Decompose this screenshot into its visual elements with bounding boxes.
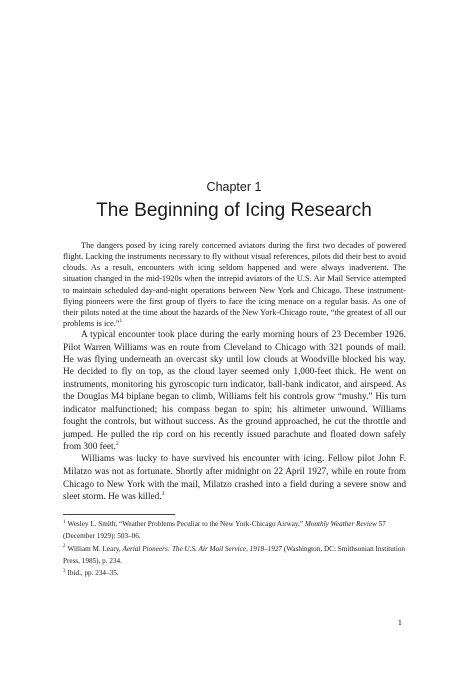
footnote-number: 2: [63, 544, 66, 550]
footnote-ref: 3: [161, 491, 165, 498]
footnote: [63, 567, 406, 579]
paragraph-text: The dangers posed by icing rarely concerned aviators during the first two decades of powered flight. Lacking the instruments necessary to fly without visual references, pilots did their best to avoid clouds. As a result, encounters with icing seldom happened and were always inadvertent. The situation changed in the mid-1920s when the intrepid aviators of the U.S. Air Mail Service attempted to maintain scheduled day-and-night operations between New York and Chicago. These instrument-flying pioneers were the first group of flyers to face the icing menace on a regular basis. As one of their pilots noted at the time about the hazards of the New York-Chicago route, “the greatest of all our problems is ice.”: [63, 241, 406, 329]
paragraph: [63, 329, 406, 453]
footnote-title: Monthly Weather Review: [304, 520, 377, 528]
footnote-text: Ibid., pp. 234–35.: [67, 569, 119, 578]
footnote-text: Wesley L. Smith, “Weather Problems Peculiar to the New York-Chicago Airway,”: [67, 520, 304, 528]
footnote-title: Aerial Pioneers: The U.S. Air Mail Service, 1918–1927: [122, 544, 283, 553]
footnote-text: William M. Leary,: [67, 544, 121, 553]
chapter-label: Chapter 1: [206, 180, 262, 194]
paragraph-text: A typical encounter took place during the early morning hours of 23 December 1926. Pilot Warren Williams was en route from Cleveland to Chicago with 321 pounds of mail. He was flying underneath an overcast sky until low clouds at Woodville blocked his way. He decided to fly on top, as the cloud layer seemed only 1,000-feet thick. He went on instruments, monitoring his gyroscopic turn indicator, ball-bank indicator, and airspeed. As the Douglas M4 biplane began to climb, Williams felt his controls grow “mushy.” His turn indicator malfunctioned; his compass began to spin; his altimeter unwound. Williams fought the controls, but without success. As the ground approached, he cut the throttle and jumped. He pulled the rip cord on his recently issued parachute and floated down safely from 300 feet.: [63, 330, 406, 452]
footnote-text: 57 (December 1929): 503–06.: [63, 520, 386, 541]
footnote-number: 3: [63, 568, 66, 574]
footnote-number: 1: [63, 519, 66, 525]
footnote-ref: 1: [119, 318, 123, 325]
paragraph: [63, 240, 406, 329]
footnote-divider: [63, 514, 175, 515]
footnote-ref: 2: [115, 440, 119, 447]
body-text: [63, 240, 406, 504]
paragraph: [63, 453, 406, 504]
footnote-text: (Washington, DC: Smithsonian Institution Press, 1985), p. 234.: [63, 544, 406, 565]
page-number: 1: [397, 617, 402, 627]
footnote: [63, 518, 406, 543]
chapter-title: The Beginning of Icing Research: [96, 200, 372, 221]
footnotes: [63, 518, 406, 579]
footnote: [63, 543, 406, 568]
paragraph-text: Williams was lucky to have survived his encounter with icing. Fellow pilot John F. Milatzo was not as fortunate. Shortly after midnight on 22 April 1927, while en route from Chicago to New York with the mail, Milatzo crashed into a field during a severe snow and sleet storm. He was killed.: [63, 454, 406, 503]
